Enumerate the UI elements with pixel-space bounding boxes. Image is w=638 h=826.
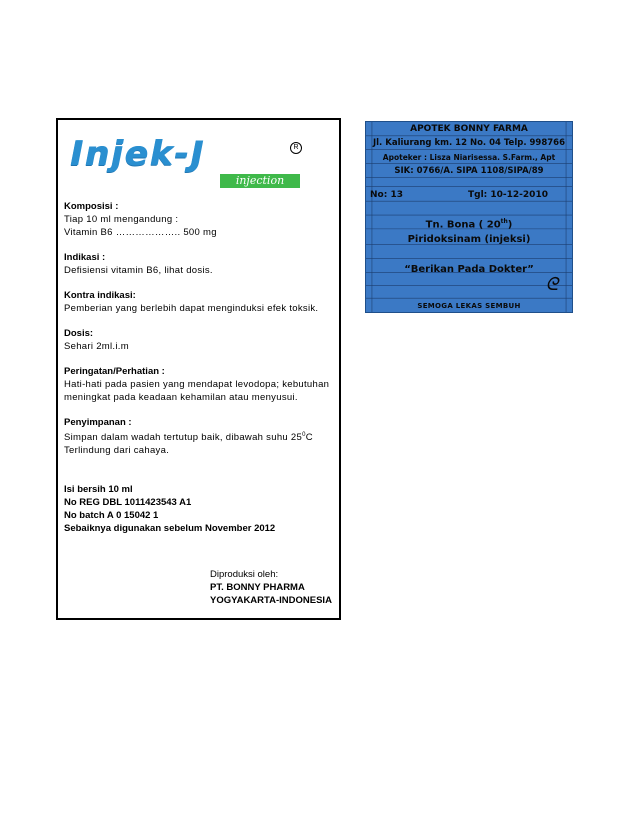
storage-unit: C — [305, 432, 313, 444]
label-grid-lines — [366, 122, 572, 312]
section-dosis — [64, 327, 336, 353]
section-heading: Penyimpanan : — [64, 417, 132, 428]
section-line: Vitamin B6 ……………….. 500 mg — [64, 227, 217, 238]
label-sections — [64, 200, 336, 535]
brand-name: Injek-J — [70, 134, 205, 174]
brand-subtitle: injection — [220, 174, 300, 188]
section-line: Hati-hati pada pasien yang mendapat levodopa; kebutuhan — [64, 379, 330, 390]
rx-date: Tgl: 10-12-2010 — [468, 190, 548, 200]
product-label — [56, 118, 341, 620]
section-line: Terlindung dari cahaya. — [64, 445, 170, 457]
patient-age-sup: th — [500, 218, 508, 225]
drug-name: Piridoksinam (injeksi) — [407, 234, 531, 245]
prescription-label — [365, 121, 573, 313]
rx-number: No: 13 — [370, 190, 403, 200]
storage-text: Simpan dalam wadah tertutup baik, dibawah suhu 25 — [64, 432, 303, 444]
patient-end: ) — [507, 219, 513, 231]
section-heading: Peringatan/Perhatian : — [64, 366, 165, 377]
license: SIK: 0766/A. SIPA 1108/SIPA/89 — [394, 166, 544, 176]
product-info — [64, 483, 336, 535]
section-line — [64, 429, 336, 444]
section-indikasi — [64, 251, 336, 277]
pharmacy-name: APOTEK BONNY FARMA — [410, 124, 528, 134]
section-line: Pemberian yang berlebih dapat menginduksi efek toksik. — [64, 303, 319, 314]
section-penyimpanan — [64, 416, 336, 457]
patient-name — [366, 218, 572, 230]
storage-degree: 0 — [302, 432, 306, 438]
section-line: meningkat pada keadaan kehamilan atau menyusui. — [64, 392, 298, 403]
producer-block — [210, 568, 332, 607]
instruction: “Berikan Pada Dokter” — [404, 264, 534, 275]
section-heading: Indikasi : — [64, 252, 106, 263]
footer-message: SEMOGA LEKAS SEMBUH — [417, 302, 521, 310]
section-heading: Dosis: — [64, 328, 94, 339]
section-peringatan — [64, 365, 336, 404]
producer-label: Diproduksi oleh: — [210, 569, 279, 580]
batch-number: No batch A 0 15042 1 — [64, 510, 159, 522]
section-line: Tiap 10 ml mengandung : — [64, 214, 179, 225]
section-kontra — [64, 289, 336, 315]
pharmacy-address: Jl. Kaliurang km. 12 No. 04 Telp. 998766 — [372, 138, 565, 148]
pharmacist: Apoteker : Lisza Niarisessa. S.Farm., Apt — [382, 153, 556, 162]
expiry: Sebaiknya digunakan sebelum November 2012 — [64, 523, 276, 535]
signature-mark: ᘓ — [545, 274, 558, 295]
brand-logo — [70, 134, 300, 190]
section-line: Sehari 2ml.i.m — [64, 341, 129, 352]
producer-company: PT. BONNY PHARMA — [210, 582, 305, 593]
reg-number: No REG DBL 1011423543 A1 — [64, 497, 192, 509]
section-heading: Kontra indikasi: — [64, 290, 136, 301]
section-komposisi — [64, 200, 336, 239]
net-content: Isi bersih 10 ml — [64, 484, 133, 496]
section-line: Defisiensi vitamin B6, lihat dosis. — [64, 265, 213, 276]
section-heading: Komposisi : — [64, 201, 119, 212]
patient-text: Tn. Bona ( 20 — [425, 219, 501, 231]
registered-mark-icon: R — [290, 142, 302, 154]
producer-city: YOGYAKARTA-INDONESIA — [210, 595, 332, 606]
